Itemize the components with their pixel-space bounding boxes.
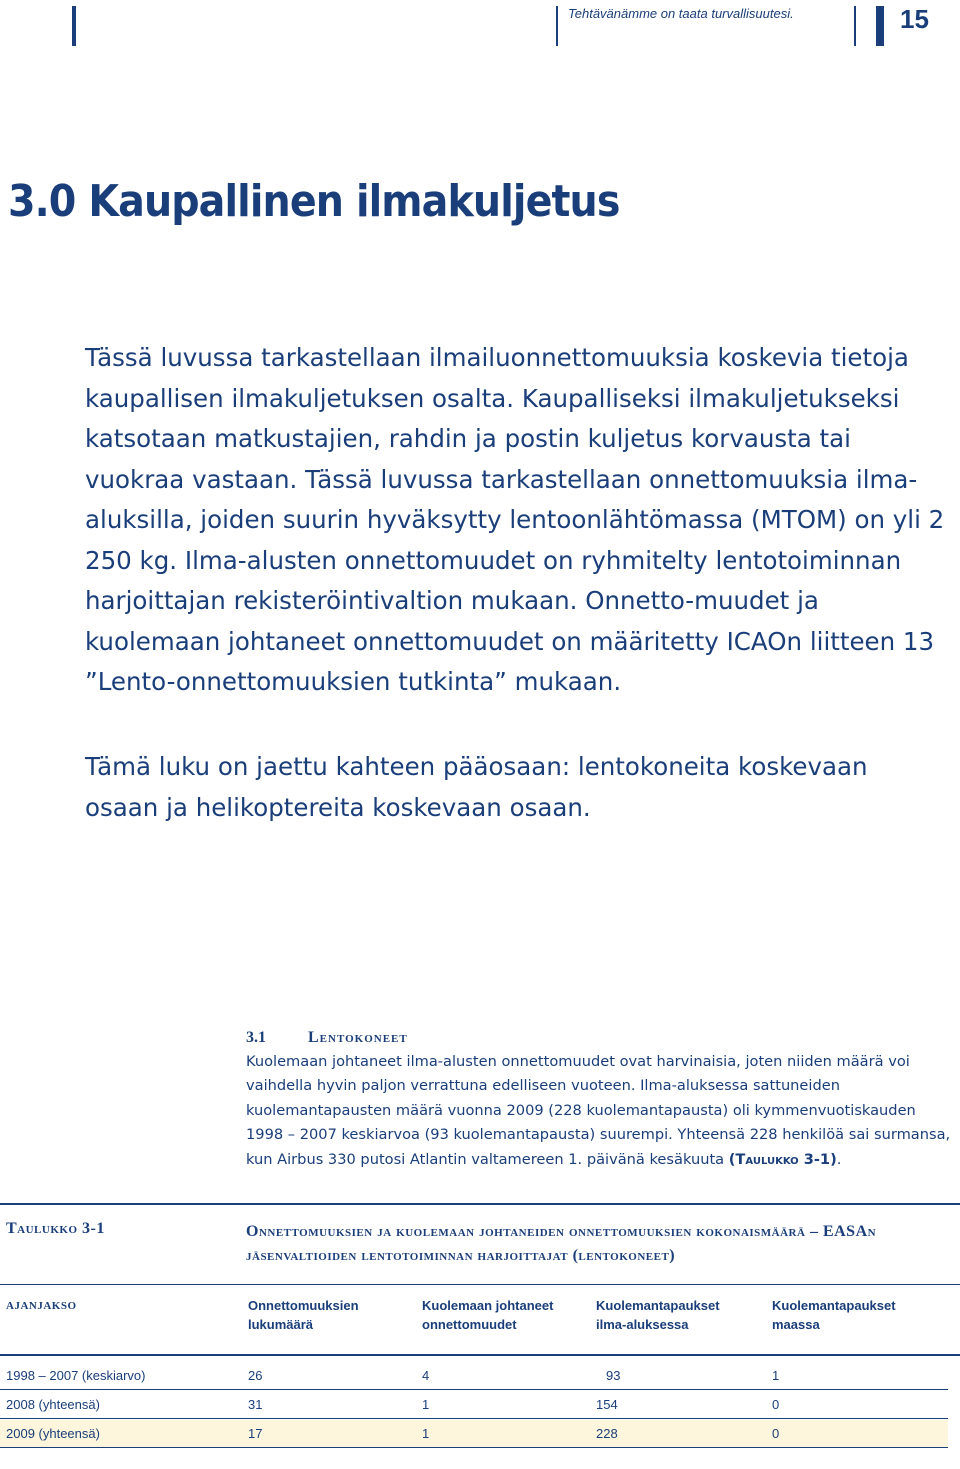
table-caption: Onnettomuuksien ja kuolemaan johtaneiden onnettomuuksien kokonaismäärä – EASAn jäsenvaltioiden lentotoiminnan harjoittajat (lentokoneet) [246, 1223, 877, 1264]
section-heading [246, 1026, 956, 1050]
header-bar-left [72, 6, 76, 46]
header-tagline: Tehtävänämme on taata turvallisuutesi. [568, 6, 794, 21]
intro-paragraph-2: Tämä luku on jaettu kahteen pääosaan: lentokoneita koskevaan osaan ja helikoptereita koskevaan osaan. [85, 752, 868, 822]
column-header-ground [772, 1296, 896, 1334]
cell-fatal: 4 [422, 1368, 430, 1383]
column-header-onboard-line2: ilma-aluksessa [596, 1317, 689, 1332]
chapter-title: 3.0 Kaupallinen ilmakuljetus [8, 176, 620, 227]
section-title: Lentokoneet [308, 1029, 408, 1046]
cell-onboard: 228 [596, 1426, 618, 1441]
cell-period: 1998 – 2007 (keskiarvo) [6, 1368, 146, 1383]
table-label: Taulukko 3-1 [6, 1220, 105, 1237]
table-row [0, 1420, 948, 1448]
cell-accidents: 17 [248, 1426, 263, 1441]
column-header-accidents-line2: lukumäärä [248, 1317, 314, 1332]
column-header-fatal [422, 1296, 553, 1334]
cell-ground: 0 [772, 1397, 780, 1412]
column-header-onboard-line1: Kuolemantapaukset [596, 1298, 720, 1313]
section-body-end: . [836, 1150, 842, 1168]
section-3-1 [246, 1026, 956, 1172]
cell-ground: 0 [772, 1426, 780, 1441]
intro-paragraph-1: Tässä luvussa tarkastellaan ilmailuonnettomuuksia koskevia tietoja kaupallisen ilmakuljetuksen osalta. Kaupalliseksi ilmakuljetukseksi katsotaan matkustajien, rahdin ja postin kuljetus korvausta tai vuokraa vastaan. Tässä luvussa tarkastellaan onnettomuuksia ilma-aluksilla, joiden suurin hyväksytty lentoonlähtömassa (MTOM) on yli 2 250 kg. Ilma-alusten onnettomuudet on ryhmitelty lentotoiminnan harjoittajan rekisteröintivaltion mukaan. Onnetto-muudet ja kuolemaan johtaneet onnettomuudet on määritetty ICAOn liitteen 13 ”Lento-onnettomuuksien tutkinta” mukaan. [85, 343, 945, 696]
column-header-ground-line2: maassa [772, 1317, 820, 1332]
cell-ground: 1 [772, 1368, 780, 1383]
column-header-period: ajanjakso [6, 1297, 77, 1313]
column-header-accidents [248, 1296, 359, 1334]
cell-period: 2009 (yhteensä) [6, 1426, 100, 1441]
cell-fatal: 1 [422, 1397, 430, 1412]
cell-accidents: 26 [248, 1368, 263, 1383]
cell-fatal: 1 [422, 1426, 430, 1441]
table-reference-link: (Taulukko 3-1) [728, 1150, 837, 1168]
header-bar-divider [556, 6, 558, 46]
section-body-text: Kuolemaan johtaneet ilma-alusten onnettomuudet ovat harvinaisia, joten niiden määrä voi vaihdella hyvin paljon verrattuna edelliseen vuoteen. Ilma-aluksessa sattuneiden kuolemantapausten määrä vuonna 2009 (228 kuolemantapausta) oli kymmenvuotiskauden 1998 – 2007 keskiarvoa (93 kuolemantapausta) suurempi. Yhteensä 228 henkilöä sai surmansa, kun Airbus 330 putosi Atlantin valtamereen 1. päivänä kesäkuuta [246, 1053, 951, 1168]
column-header-onboard [596, 1296, 720, 1334]
table-top-rule [0, 1203, 960, 1205]
cell-period: 2008 (yhteensä) [6, 1397, 100, 1412]
table-row [0, 1362, 948, 1390]
table-caption-rule [0, 1284, 960, 1285]
section-number: 3.1 [246, 1029, 266, 1046]
header-bar-thick [876, 6, 884, 46]
cell-accidents: 31 [248, 1397, 263, 1412]
page-number: 15 [900, 4, 929, 34]
section-body [246, 1050, 956, 1172]
column-header-fatal-line1: Kuolemaan johtaneet [422, 1298, 554, 1313]
cell-onboard: 93 [606, 1368, 621, 1383]
table-row [0, 1391, 948, 1419]
column-header-fatal-line2: onnettomuudet [422, 1317, 517, 1332]
column-header-accidents-line1: Onnettomuuksien [248, 1298, 359, 1313]
header-bar-thin [854, 6, 856, 46]
table-header-rule [0, 1354, 960, 1356]
cell-onboard: 154 [596, 1397, 618, 1412]
column-header-ground-line1: Kuolemantapaukset [772, 1298, 896, 1313]
